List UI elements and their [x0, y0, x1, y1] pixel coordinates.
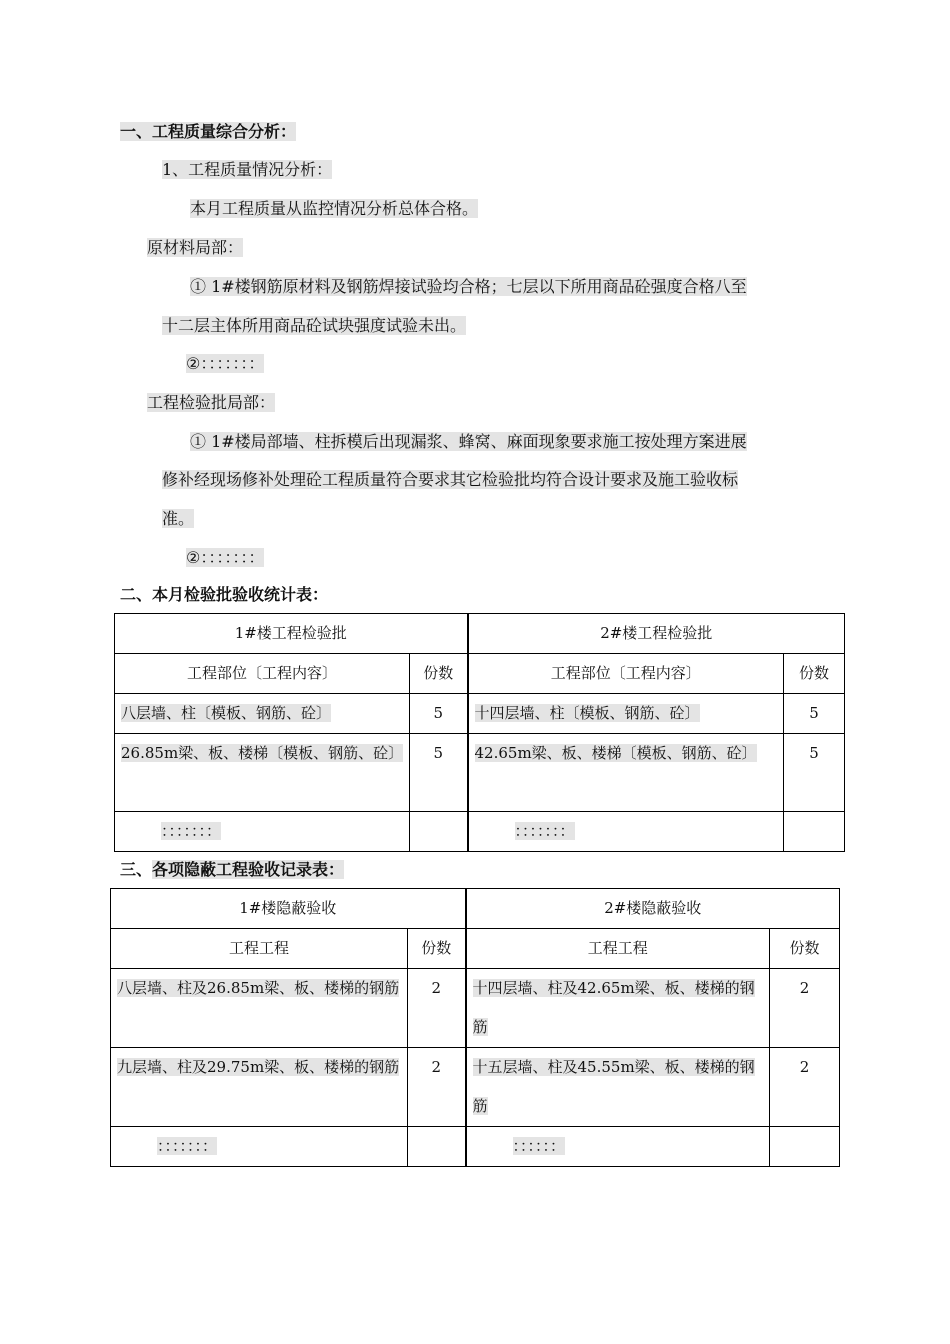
row-count [784, 812, 845, 852]
row-count: 5 [410, 694, 468, 734]
table-row [115, 812, 845, 852]
row-part: 十四层墙、柱〔模板、钢筋、砼〕 [468, 694, 784, 734]
raw-material-title: 原材料局部： [147, 238, 244, 257]
building2-header: 2#楼工程检验批 [468, 614, 845, 654]
building2-header: 2#楼隐蔽验收 [466, 889, 840, 929]
row-part: 十四层墙、柱及42.65m梁、板、楼梯的钢筋 [466, 969, 770, 1048]
col-part-header: 工程部位〔工程内容〕 [115, 654, 410, 694]
inspection-batch-item1-line2: 修补经现场修补处理砼工程质量符合要求其它检验批均符合设计要求及施工验收标 [162, 470, 739, 489]
section1-heading: 一、工程质量综合分析： [120, 122, 297, 141]
col-part-header: 工程工程 [111, 929, 408, 969]
row-part: 八层墙、柱〔模板、钢筋、砼〕 [115, 694, 410, 734]
inspection-batch-item1-line1: ① 1#楼局部墙、柱拆模后出现漏浆、蜂窝、麻面现象要求施工按处理方案进展 [190, 432, 747, 451]
row-count: 2 [408, 969, 466, 1048]
quality-summary: 本月工程质量从监控情况分析总体合格。 [190, 199, 479, 218]
table-row [111, 969, 840, 1048]
col-count-header: 份数 [408, 929, 466, 969]
inspection-batch-table [114, 613, 845, 852]
row-count: 2 [770, 969, 840, 1048]
col-count-header: 份数 [770, 929, 840, 969]
table-column-row [115, 654, 845, 694]
row-count: 5 [784, 734, 845, 812]
table-column-row [111, 929, 840, 969]
col-count-header: 份数 [410, 654, 468, 694]
row-part: 42.65m梁、板、楼梯〔模板、钢筋、砼〕 [468, 734, 784, 812]
row-count: 2 [408, 1048, 466, 1127]
col-part-header: 工程工程 [466, 929, 770, 969]
raw-material-item1-line2: 十二层主体所用商品砼试块强度试验未出。 [162, 316, 467, 335]
table-row [115, 694, 845, 734]
inspection-batch-item1-line3: 准。 [162, 509, 195, 528]
row-count [770, 1127, 840, 1167]
col-count-header: 份数 [784, 654, 845, 694]
row-count: 5 [784, 694, 845, 734]
row-count: 2 [770, 1048, 840, 1127]
row-part: ：：：：：：： [468, 812, 784, 852]
row-count [410, 812, 468, 852]
row-part: 十五层墙、柱及45.55m梁、板、楼梯的钢筋 [466, 1048, 770, 1127]
building1-header: 1#楼工程检验批 [115, 614, 468, 654]
raw-material-item2: ②：：：：：：： [186, 354, 265, 373]
section2-heading: 二、本月检验批验收统计表： [120, 585, 329, 604]
inspection-batch-title: 工程检验批局部： [147, 393, 276, 412]
concealed-works-table [110, 888, 840, 1167]
row-count: 5 [410, 734, 468, 812]
table-row [111, 1048, 840, 1127]
row-count [408, 1127, 466, 1167]
col-part-header: 工程部位〔工程内容〕 [468, 654, 784, 694]
table-row [111, 1127, 840, 1167]
raw-material-item1-line1: ① 1#楼钢筋原材料及钢筋焊接试验均合格；七层以下所用商品砼强度合格八至 [190, 277, 747, 296]
row-part: 26.85m梁、板、楼梯〔模板、钢筋、砼〕 [115, 734, 410, 812]
row-part: ：：：：：：： [115, 812, 410, 852]
row-part: ：：：：：：： [111, 1127, 408, 1167]
row-part: 九层墙、柱及29.75m梁、板、楼梯的钢筋 [111, 1048, 408, 1127]
row-part: 八层墙、柱及26.85m梁、板、楼梯的钢筋 [111, 969, 408, 1048]
table-header-row [115, 614, 845, 654]
building1-header: 1#楼隐蔽验收 [111, 889, 466, 929]
section1-subheading: 1、工程质量情况分析： [162, 160, 333, 179]
inspection-batch-item2: ②：：：：：：： [186, 548, 265, 567]
row-part: ：：：：：： [466, 1127, 770, 1167]
section3-heading: 三、各项隐蔽工程验收记录表： [120, 860, 345, 879]
table-row [115, 734, 845, 812]
table-header-row [111, 889, 840, 929]
